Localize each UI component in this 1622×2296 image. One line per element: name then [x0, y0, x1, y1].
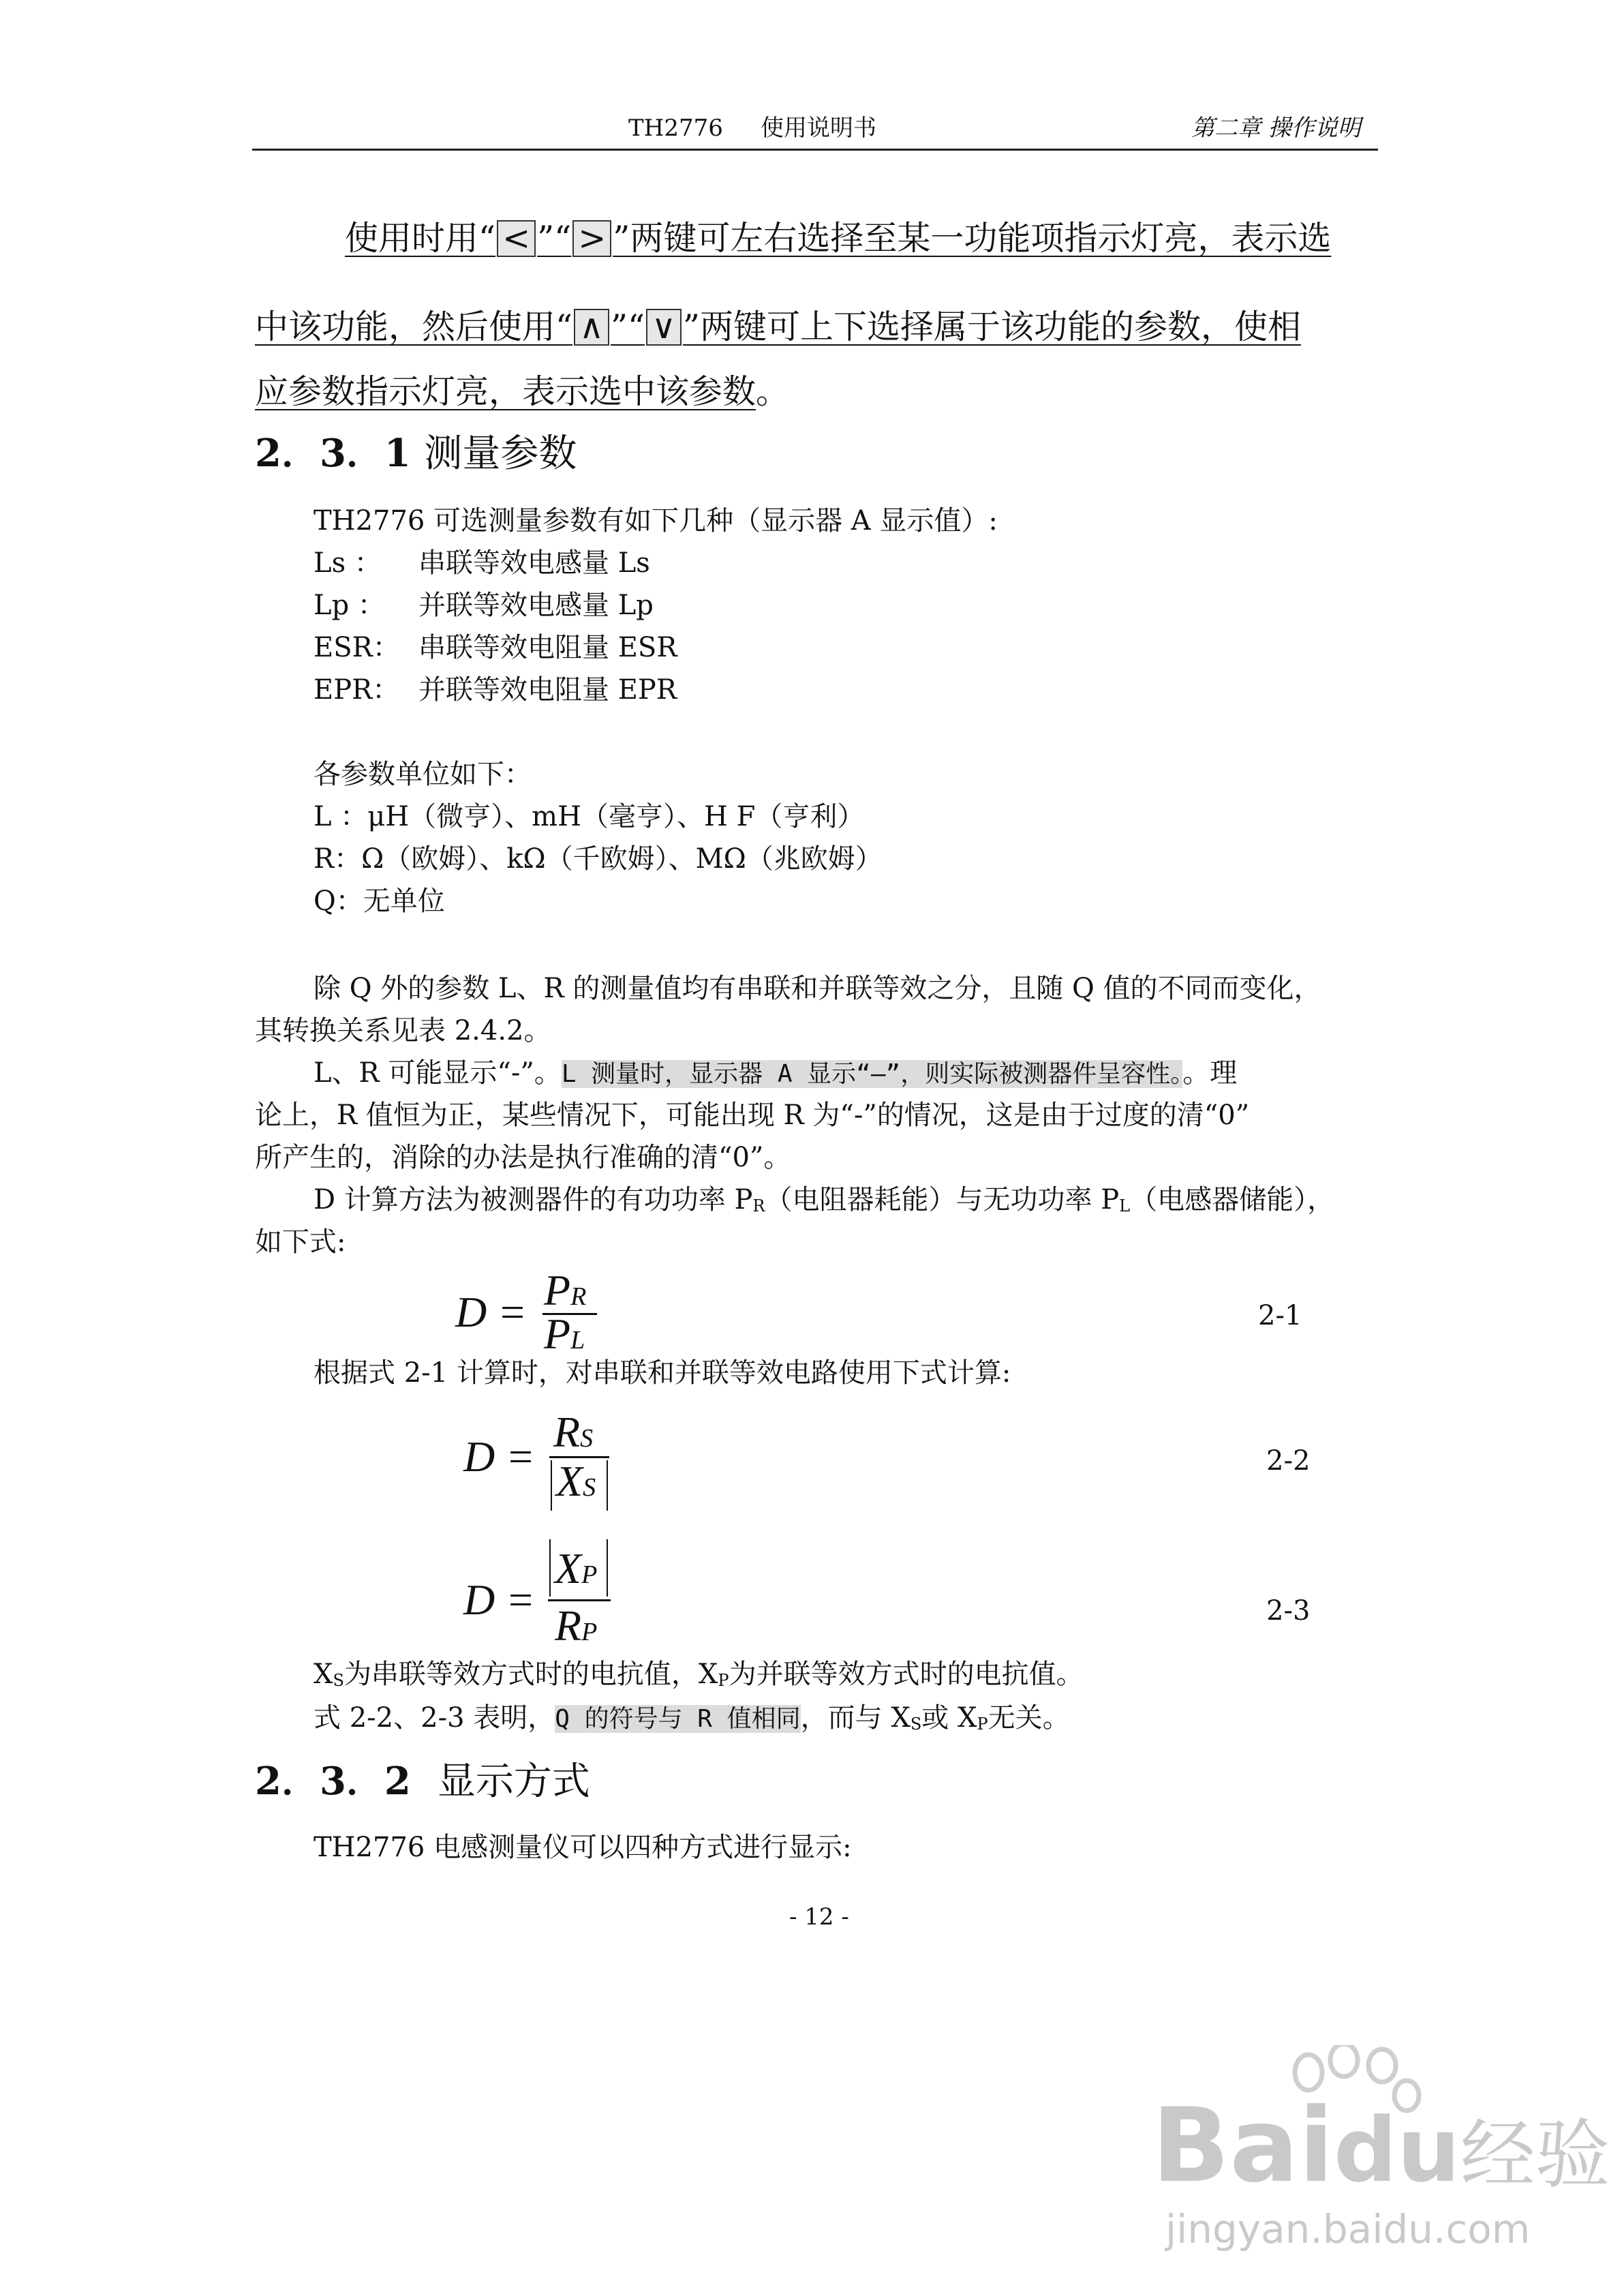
param-lp-code: Lp ：: [313, 590, 385, 621]
para6: 式 2-2、2-3 表明，Q 的符号与 R 值相同，而与 $X_S$或 $X_P$无关。: [313, 1702, 1070, 1734]
header-model: TH2776: [628, 115, 723, 142]
key-down: ∨: [646, 309, 682, 346]
param-esr-code: ESR：: [313, 632, 400, 663]
equation-number-2-1: 2-1: [1258, 1300, 1302, 1331]
watermark-url: jingyan.baidu.com: [1165, 2206, 1531, 2252]
para1-line2: 其转换关系见表 2.4.2。: [255, 1015, 551, 1046]
param-esr-desc: 串联等效电阻量 ESR: [418, 632, 677, 663]
watermark-brand: Baidu经验: [1152, 2087, 1610, 2205]
params-intro: TH2776 可选测量参数有如下几种（显示器 A 显示值）:: [313, 505, 998, 537]
para3-line2: 如下式:: [255, 1226, 346, 1258]
formula-2-1: D = PR PL: [455, 1267, 619, 1355]
equation-number-2-3: 2-3: [1266, 1595, 1311, 1627]
header-chapter: 第二章 操作说明: [1191, 115, 1361, 142]
para2-line3: 所产生的，消除的办法是执行准确的清“0”。: [255, 1142, 791, 1173]
units-title: 各参数单位如下：: [313, 759, 532, 790]
para2-line1: L、R 可能显示“-”。L 测量时，显示器 A 显示“–”，则实际被测器件呈容性。。理: [313, 1057, 1238, 1089]
highlight-q-sign-note: Q 的符号与 R 值相同: [555, 1705, 801, 1733]
intro-line-1: 使用时用“ < ”“ > ”两键可左右选择至某一功能项指示灯亮，表示选: [345, 219, 1332, 258]
param-epr-desc: 并联等效电阻量 EPR: [418, 674, 677, 706]
header-manual: 使用说明书: [761, 115, 876, 142]
intro-line-2: 中该功能，然后使用“ ∧ ”“ ∨ ”两键可上下选择属于该功能的参数，使相: [255, 307, 1301, 346]
section-heading-2-3-2: 2．3．2 显示方式: [255, 1759, 590, 1804]
param-lp-desc: 并联等效电感量 Lp: [418, 590, 654, 621]
para4: 根据式 2-1 计算时，对串联和并联等效电路使用下式计算:: [313, 1357, 1011, 1389]
unit-r: R：Ω（欧姆）、kΩ（千欧姆）、MΩ（兆欧姆）: [313, 843, 883, 875]
display-modes-intro: TH2776 电感测量仪可以四种方式进行显示:: [313, 1832, 852, 1863]
unit-l: L ：μH（微亨）、mH（毫亨）、H F（亨利）: [313, 801, 865, 832]
key-left: <: [497, 220, 536, 257]
highlight-capacitive-note: L 测量时，显示器 A 显示“–”，则实际被测器件呈容性。: [561, 1060, 1183, 1088]
param-ls-code: Ls ：: [313, 547, 382, 579]
unit-q: Q：无单位: [313, 886, 445, 917]
para2-line2: 论上，R 值恒为正，某些情况下，可能出现 R 为“-”的情况，这是由于过度的清“0”: [255, 1100, 1250, 1131]
formula-2-2: D = RS XS: [463, 1404, 641, 1513]
para3-line1: D 计算方法为被测器件的有功功率 $P_R$（电阻器耗能）与无功功率 $P_L$（电感器储能），: [313, 1184, 1335, 1215]
key-right: >: [572, 220, 611, 257]
header-rule: [252, 149, 1378, 151]
section-heading-2-3-1: 2．3．1 测量参数: [255, 431, 577, 476]
param-ls-desc: 串联等效电感量 Ls: [418, 547, 650, 579]
para5: $X_S$为串联等效方式时的电抗值，$X_P$为并联等效方式时的电抗值。: [313, 1659, 1084, 1690]
page-number: - 12 -: [789, 1903, 849, 1931]
formula-2-3: D = XP RP: [463, 1534, 641, 1650]
equation-number-2-2: 2-2: [1266, 1445, 1311, 1477]
key-up: ∧: [574, 309, 609, 346]
param-epr-code: EPR：: [313, 674, 400, 706]
para1-line1: 除 Q 外的参数 L、R 的测量值均有串联和并联等效之分，且随 Q 值的不同而变化，: [313, 973, 1321, 1004]
intro-line-3: 应参数指示灯亮，表示选中该参数。: [255, 372, 790, 411]
